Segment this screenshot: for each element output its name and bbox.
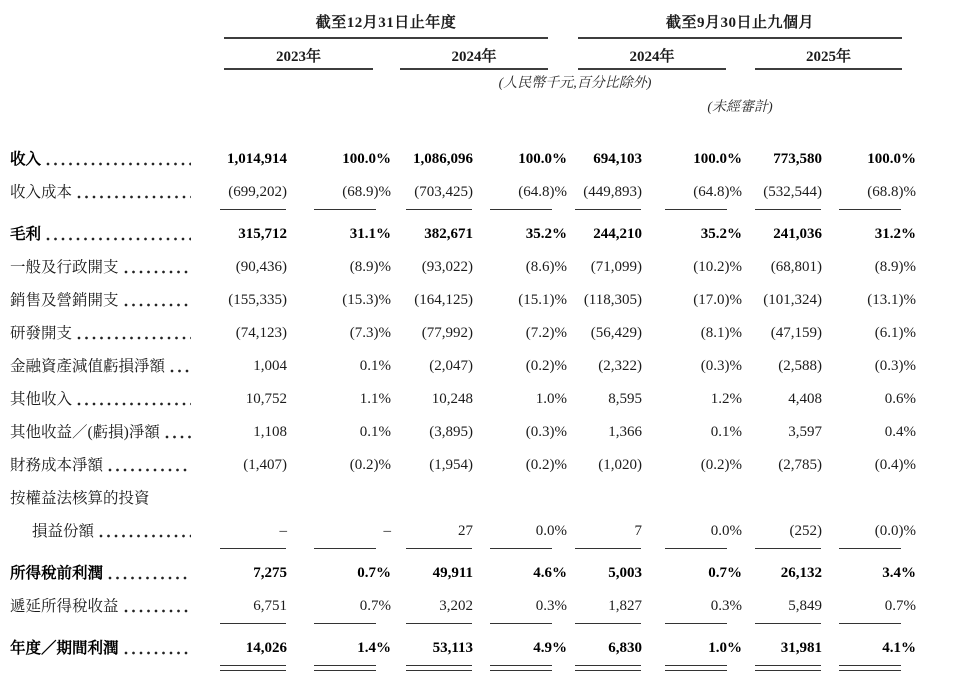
cell-value: (74,123) <box>235 325 287 341</box>
row-label <box>10 176 200 209</box>
cell-value: (1,954) <box>429 457 473 473</box>
cell-value: (2,588) <box>778 358 822 374</box>
period-group-annual: 截至12月31日止年度 <box>315 15 457 31</box>
row-label <box>10 515 200 548</box>
cell-value: (93,022) <box>421 259 473 275</box>
cell-percent: 0.1% <box>710 424 742 440</box>
annual-group-rule <box>224 37 548 39</box>
dot-leader <box>46 227 191 243</box>
row-label <box>10 632 200 665</box>
cell-percent: 4.9% <box>533 640 567 656</box>
cell-value: 241,036 <box>773 226 822 242</box>
column-rule <box>575 548 641 549</box>
cell-value: (2,047) <box>429 358 473 374</box>
period-group-nine-months: 截至9月30日止九個月 <box>665 15 814 31</box>
dot-leader <box>124 260 191 276</box>
cell-percent: – <box>383 523 391 539</box>
row-label <box>10 416 200 449</box>
column-rule <box>220 209 286 210</box>
rule-cell <box>567 209 642 218</box>
cell-percent: (0.2)% <box>525 457 567 473</box>
cell-percent: 35.2% <box>700 226 742 242</box>
cell-percent: (10.2)% <box>693 259 742 275</box>
financial-table <box>10 143 916 678</box>
row-label <box>10 590 200 623</box>
rule-row-spacer <box>10 548 200 557</box>
column-double-rule <box>755 665 821 671</box>
row-label-text: 遞延所得稅收益 <box>10 597 119 615</box>
column-rule <box>220 623 286 624</box>
row-label-text: 損益份額 <box>32 522 95 540</box>
column-rule <box>575 209 641 210</box>
cell-percent: 100.0% <box>342 151 391 167</box>
cell-percent: (0.2)% <box>700 457 742 473</box>
column-double-rule <box>575 665 641 671</box>
column-double-rule <box>665 665 727 671</box>
year-2025-rule <box>755 68 902 70</box>
cell-value: – <box>279 523 287 539</box>
table-row <box>10 143 916 176</box>
dot-leader <box>108 458 191 474</box>
rule-cell <box>473 665 567 678</box>
column-double-rule <box>220 665 286 671</box>
cell-percent: (0.3)% <box>874 358 916 374</box>
row-label-text: 收入 <box>10 150 42 168</box>
row-label-text: 研發開支 <box>10 324 73 342</box>
table-row <box>10 251 916 284</box>
row-label <box>10 383 200 416</box>
cell-value: (164,125) <box>414 292 473 308</box>
cell-value: 1,014,914 <box>227 151 287 167</box>
cell-value: (47,159) <box>770 325 822 341</box>
cell-percent: 4.1% <box>882 640 916 656</box>
cell-percent: 100.0% <box>518 151 567 167</box>
cell-percent: (7.3)% <box>349 325 391 341</box>
cell-value: (155,335) <box>228 292 287 308</box>
column-double-rule <box>839 665 901 671</box>
cell-value: 6,751 <box>253 598 287 614</box>
cell-percent: (64.8)% <box>518 184 567 200</box>
cell-value <box>567 482 642 515</box>
column-rule <box>314 209 376 210</box>
cell-percent: (68.8)% <box>867 184 916 200</box>
year-column-2024: 2024年 <box>451 49 497 65</box>
cell-value: 3,202 <box>439 598 473 614</box>
rule-cell <box>287 209 391 218</box>
table-row <box>10 590 916 623</box>
cell-value: (1,020) <box>598 457 642 473</box>
column-rule <box>839 209 901 210</box>
cell-value: 10,248 <box>431 391 473 407</box>
column-rule <box>839 548 901 549</box>
rule-cell <box>822 209 916 218</box>
rule-cell <box>200 548 287 557</box>
dot-leader <box>124 293 191 309</box>
cell-value: (1,407) <box>243 457 287 473</box>
cell-percent: 4.6% <box>533 565 567 581</box>
rule-cell <box>473 548 567 557</box>
cell-value: (2,322) <box>598 358 642 374</box>
cell-percent: 1.4% <box>357 640 391 656</box>
cell-value: (71,099) <box>590 259 642 275</box>
cell-value: (699,202) <box>228 184 287 200</box>
currency-unit-note: (人民幣千元,百分比除外) <box>498 76 652 91</box>
cell-percent: 1.0% <box>535 391 567 407</box>
rule-cell <box>822 665 916 678</box>
cell-percent: 0.1% <box>359 424 391 440</box>
cell-value: 14,026 <box>245 640 287 656</box>
cell-percent: 100.0% <box>693 151 742 167</box>
dot-leader <box>46 152 191 168</box>
cell-percent: (15.3)% <box>342 292 391 308</box>
column-rule <box>755 209 821 210</box>
cell-percent: 1.2% <box>710 391 742 407</box>
column-double-rule <box>490 665 552 671</box>
table-row <box>10 482 916 515</box>
cell-value: (449,893) <box>583 184 642 200</box>
rule-row <box>10 548 916 557</box>
row-label-text: 年度／期間利潤 <box>10 639 119 657</box>
double-rule-row <box>10 665 916 678</box>
column-double-rule <box>314 665 376 671</box>
cell-percent <box>473 482 567 515</box>
row-label <box>10 218 200 251</box>
column-rule <box>755 548 821 549</box>
row-label-text: 財務成本淨額 <box>10 456 104 474</box>
cell-value: 1,366 <box>608 424 642 440</box>
column-rule <box>490 623 552 624</box>
table-row <box>10 632 916 665</box>
cell-percent: 0.7% <box>357 565 391 581</box>
cell-percent: (68.9)% <box>342 184 391 200</box>
unaudited-note: (未經審計) <box>707 100 773 115</box>
row-label <box>10 284 200 317</box>
cell-percent: 1.0% <box>708 640 742 656</box>
rule-cell <box>567 665 642 678</box>
table-row <box>10 449 916 482</box>
cell-percent: 0.7% <box>359 598 391 614</box>
cell-value: 53,113 <box>432 640 473 656</box>
row-label-text: 金融資產減值虧損淨額 <box>10 357 166 375</box>
rule-cell <box>287 623 391 632</box>
cell-percent: (13.1)% <box>867 292 916 308</box>
cell-percent: (17.0)% <box>693 292 742 308</box>
cell-percent: 31.2% <box>874 226 916 242</box>
rule-cell <box>391 665 473 678</box>
cell-percent: 100.0% <box>867 151 916 167</box>
row-label-text: 毛利 <box>10 225 42 243</box>
cell-value: (118,305) <box>583 292 642 308</box>
table-row <box>10 416 916 449</box>
cell-value <box>200 482 287 515</box>
cell-value: 694,103 <box>593 151 642 167</box>
cell-percent: (0.2)% <box>349 457 391 473</box>
cell-value: 27 <box>458 523 473 539</box>
rule-cell <box>822 548 916 557</box>
column-rule <box>490 209 552 210</box>
cell-percent: (64.8)% <box>693 184 742 200</box>
dot-leader <box>108 566 191 582</box>
column-rule <box>839 623 901 624</box>
table-row <box>10 383 916 416</box>
rule-cell <box>642 548 742 557</box>
rule-cell <box>200 209 287 218</box>
dot-leader <box>77 326 191 342</box>
rule-cell <box>742 548 822 557</box>
rule-cell <box>473 209 567 218</box>
cell-value: 8,595 <box>608 391 642 407</box>
cell-value: 6,830 <box>608 640 642 656</box>
row-label <box>10 449 200 482</box>
rule-cell <box>642 665 742 678</box>
table-row <box>10 350 916 383</box>
cell-percent: (8.9)% <box>874 259 916 275</box>
cell-percent: 0.0% <box>710 523 742 539</box>
cell-percent: 0.1% <box>359 358 391 374</box>
cell-percent: 3.4% <box>882 565 916 581</box>
cell-value: 1,108 <box>253 424 287 440</box>
row-label-text: 銷售及營銷開支 <box>10 291 119 309</box>
cell-percent: (0.3)% <box>525 424 567 440</box>
column-double-rule <box>406 665 472 671</box>
cell-percent <box>822 482 916 515</box>
rule-row-spacer <box>10 623 200 632</box>
dot-leader <box>124 641 191 657</box>
rule-row-spacer <box>10 209 200 218</box>
rule-row <box>10 209 916 218</box>
rule-cell <box>391 209 473 218</box>
rule-cell <box>391 623 473 632</box>
row-label-text: 其他收益／(虧損)淨額 <box>10 423 160 441</box>
column-rule <box>755 623 821 624</box>
cell-value: 3,597 <box>788 424 822 440</box>
table-row <box>10 218 916 251</box>
cell-percent: 0.4% <box>884 424 916 440</box>
cell-value: 315,712 <box>238 226 287 242</box>
row-label-text: 收入成本 <box>10 183 73 201</box>
rule-row <box>10 623 916 632</box>
cell-percent: (15.1)% <box>518 292 567 308</box>
row-label-text: 按權益法核算的投資 <box>10 489 150 507</box>
column-rule <box>314 548 376 549</box>
cell-value: (2,785) <box>778 457 822 473</box>
cell-percent: (0.0)% <box>874 523 916 539</box>
cell-percent: 0.0% <box>535 523 567 539</box>
cell-percent: 0.7% <box>884 598 916 614</box>
column-rule <box>665 548 727 549</box>
table-header <box>0 0 955 140</box>
row-label <box>10 557 200 590</box>
cell-percent: 0.3% <box>535 598 567 614</box>
rule-cell <box>567 548 642 557</box>
rule-cell <box>742 209 822 218</box>
rule-cell <box>742 623 822 632</box>
rule-cell <box>742 665 822 678</box>
year-column-2023: 2023年 <box>275 49 321 65</box>
row-label <box>10 482 200 515</box>
cell-value: (101,324) <box>763 292 822 308</box>
row-label <box>10 251 200 284</box>
dot-leader <box>124 599 191 615</box>
cell-value: 26,132 <box>780 565 822 581</box>
cell-percent: (6.1)% <box>874 325 916 341</box>
column-rule <box>220 548 286 549</box>
cell-value: 1,086,096 <box>413 151 473 167</box>
row-label-text: 其他收入 <box>10 390 73 408</box>
rule-row-spacer <box>10 665 200 678</box>
column-rule <box>314 623 376 624</box>
table-row <box>10 557 916 590</box>
cell-value: (703,425) <box>414 184 473 200</box>
cell-value: (3,895) <box>429 424 473 440</box>
cell-value <box>742 482 822 515</box>
cell-percent: 0.3% <box>710 598 742 614</box>
table-row <box>10 284 916 317</box>
cell-percent: 0.7% <box>708 565 742 581</box>
dot-leader <box>165 425 191 441</box>
rule-cell <box>822 623 916 632</box>
table-row <box>10 176 916 209</box>
rule-cell <box>287 665 391 678</box>
row-label-text: 一般及行政開支 <box>10 258 119 276</box>
column-rule <box>406 209 472 210</box>
cell-percent: (0.4)% <box>874 457 916 473</box>
cell-value: 1,004 <box>253 358 287 374</box>
rule-cell <box>200 665 287 678</box>
row-label <box>10 143 200 176</box>
cell-value: (252) <box>789 523 822 539</box>
cell-value: 7 <box>634 523 642 539</box>
cell-value: 10,752 <box>245 391 287 407</box>
cell-percent: (8.9)% <box>349 259 391 275</box>
cell-percent: 31.1% <box>349 226 391 242</box>
table-row <box>10 317 916 350</box>
column-rule <box>490 548 552 549</box>
rule-cell <box>642 209 742 218</box>
cell-value: (77,992) <box>421 325 473 341</box>
cell-value: 4,408 <box>788 391 822 407</box>
row-label-text: 所得稅前利潤 <box>10 564 104 582</box>
rule-cell <box>391 548 473 557</box>
cell-value: 49,911 <box>432 565 473 581</box>
cell-percent: (0.2)% <box>525 358 567 374</box>
cell-value: 5,849 <box>788 598 822 614</box>
cell-value: 31,981 <box>780 640 822 656</box>
rule-cell <box>200 623 287 632</box>
cell-value: (90,436) <box>235 259 287 275</box>
year-2023-rule <box>224 68 373 70</box>
rule-cell <box>473 623 567 632</box>
rule-cell <box>567 623 642 632</box>
cell-percent: (7.2)% <box>525 325 567 341</box>
dot-leader <box>99 524 191 540</box>
cell-value: 773,580 <box>773 151 822 167</box>
year-2024-rule <box>400 68 548 70</box>
dot-leader <box>77 392 191 408</box>
cell-value: (68,801) <box>770 259 822 275</box>
row-label <box>10 317 200 350</box>
cell-percent <box>642 482 742 515</box>
cell-percent <box>287 482 391 515</box>
cell-value: 7,275 <box>253 565 287 581</box>
cell-value: 1,827 <box>608 598 642 614</box>
cell-value: 5,003 <box>608 565 642 581</box>
cell-percent: 35.2% <box>525 226 567 242</box>
rule-cell <box>642 623 742 632</box>
cell-percent: 1.1% <box>359 391 391 407</box>
cell-value: (56,429) <box>590 325 642 341</box>
column-rule <box>665 209 727 210</box>
cell-value <box>391 482 473 515</box>
cell-value: 382,671 <box>424 226 473 242</box>
rule-cell <box>287 548 391 557</box>
year-column-2024-ninemonths: 2024年 <box>629 49 675 65</box>
cell-value: 244,210 <box>593 226 642 242</box>
cell-percent: (8.6)% <box>525 259 567 275</box>
nine-months-group-rule <box>578 37 902 39</box>
column-rule <box>575 623 641 624</box>
cell-percent: (0.3)% <box>700 358 742 374</box>
column-rule <box>406 548 472 549</box>
dot-leader <box>77 185 191 201</box>
table-row <box>10 515 916 548</box>
row-label <box>10 350 200 383</box>
column-rule <box>406 623 472 624</box>
year-column-2025: 2025年 <box>805 49 851 65</box>
cell-value: (532,544) <box>763 184 822 200</box>
cell-percent: 0.6% <box>884 391 916 407</box>
dot-leader <box>170 359 191 375</box>
year-2024-ninemonths-rule <box>578 68 726 70</box>
cell-percent: (8.1)% <box>700 325 742 341</box>
column-rule <box>665 623 727 624</box>
